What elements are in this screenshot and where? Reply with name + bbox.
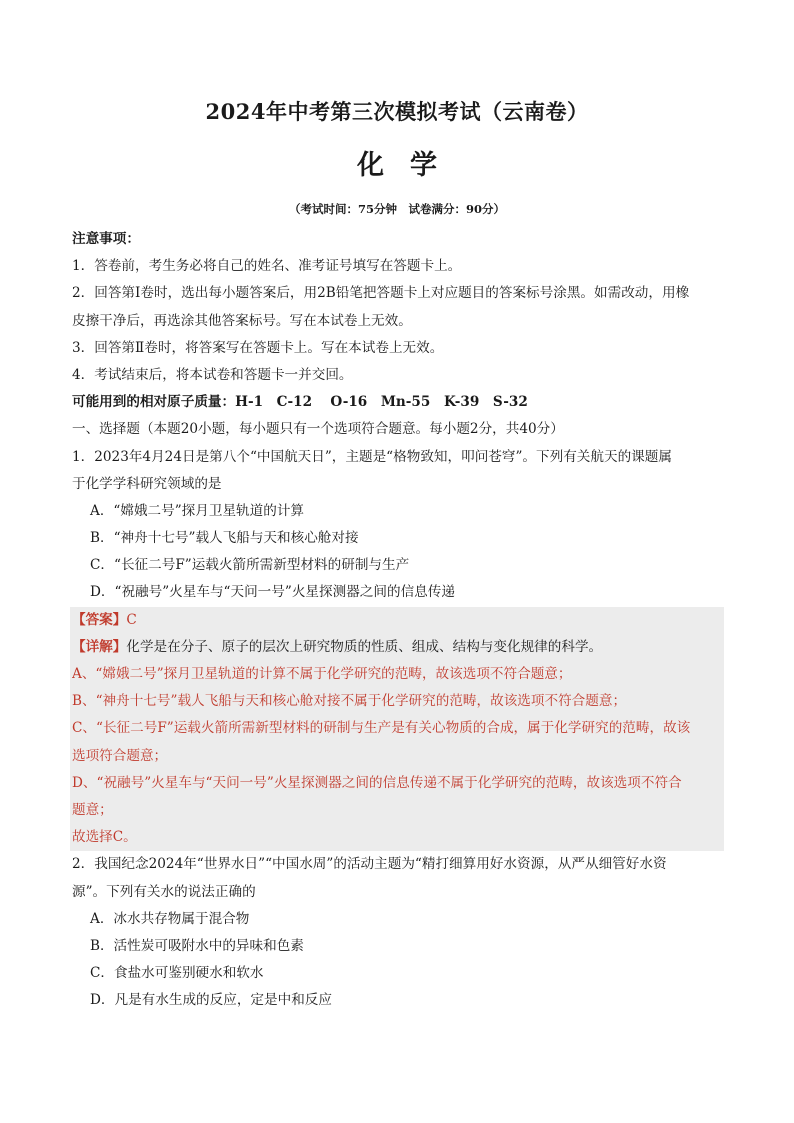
q1-option-a: A．“嫦娥二号”探月卫星轨道的计算 (90, 502, 305, 519)
notice-item: 皮擦干净后，再选涂其他答案标号。写在本试卷上无效。 (72, 312, 412, 329)
q1-analysis-line: A、“嫦娥二号”探月卫星轨道的计算不属于化学研究的范畴，故该选项不符合题意； (72, 666, 572, 682)
subject-title: 化学 (357, 150, 463, 181)
notice-item: 2．回答第Ⅰ卷时，选出每小题答案后，用2B铅笔把答题卡上对应题目的答案标号涂黑。如需改动，用橡 (72, 285, 690, 302)
detail-tag: 【详解】 (72, 638, 127, 655)
q1-option-d: D．“祝融号”火星车与“天问一号”火星探测器之间的信息传递 (90, 584, 455, 601)
q2-option-b: B．活性炭可吸附水中的异味和色素 (90, 937, 304, 954)
q1-stem: 1．2023年4月24日是第八个“中国航天日”，主题是“格物致知，叩问苍穹”。下列有关航天的课题属 (72, 448, 672, 465)
q1-analysis-line: B、“神舟十七号”载人飞船与天和核心舱对接不属于化学研究的范畴，故该选项不符合题意； (72, 693, 627, 710)
notice-heading: 注意事项： (72, 231, 140, 247)
q2-option-a: A．冰水共存物属于混合物 (90, 910, 250, 927)
q1-answer-block (70, 607, 724, 852)
exam-time-info: （考试时间：75分钟 试卷满分：90分） (288, 202, 505, 216)
q1-analysis-line: D、“祝融号”火星车与“天问一号”火星探测器之间的信息传递不属于化学研究的范畴，故该选项不符合 (72, 774, 682, 791)
notice-item: 3．回答第Ⅱ卷时，将答案写在答题卡上。写在本试卷上无效。 (72, 339, 444, 356)
atomic-masses: 可能用到的相对原子质量：H-1 C-12 O-16 Mn-55 K-39 S-32 (72, 394, 528, 411)
notice-item: 4．考试结束后，将本试卷和答题卡一并交回。 (72, 366, 353, 383)
q2-option-c: C．食盐水可鉴别硬水和软水 (90, 965, 264, 982)
section-one-heading: 一、选择题（本题20小题，每小题只有一个选项符合题意。每小题2分，共40分） (72, 421, 564, 438)
q1-analysis-line: C、“长征二号F”运载火箭所需新型材料的研制与生产是有关心物质的合成，属于化学研究的范畴，故该 (72, 720, 691, 737)
answer-tag: 【答案】 (72, 611, 127, 628)
q2-stem: 源”。下列有关水的说法正确的 (72, 883, 256, 900)
q1-stem: 于化学学科研究领域的是 (72, 475, 222, 492)
q2-option-d: D．凡是有水生成的反应，定是中和反应 (90, 992, 332, 1009)
detail-intro: 化学是在分子、原子的层次上研究物质的性质、组成、结构与变化规律的科学。 (126, 638, 603, 655)
q1-option-c: C．“长征二号F”运载火箭所需新型材料的研制与生产 (90, 557, 410, 574)
answer-value: C (126, 611, 137, 628)
exam-content (72, 226, 722, 1014)
q1-detail (72, 634, 722, 661)
q1-option-b: B．“神舟十七号”载人飞船与天和核心舱对接 (90, 530, 359, 547)
q1-answer (72, 607, 722, 634)
exam-title: 2024年中考第三次模拟考试（云南卷） (205, 99, 589, 124)
q2-stem: 2．我国纪念2024年“世界水日”“中国水周”的活动主题为“精打细算用好水资源，从严从细管好水资 (72, 856, 667, 873)
q1-analysis-line: 选项符合题意； (72, 747, 168, 764)
notice-item: 1．答卷前，考生务必将自己的姓名、准考证号填写在答题卡上。 (72, 258, 462, 275)
q1-conclusion: 故选择C。 (72, 829, 137, 846)
q1-analysis-line: 题意； (72, 801, 113, 818)
